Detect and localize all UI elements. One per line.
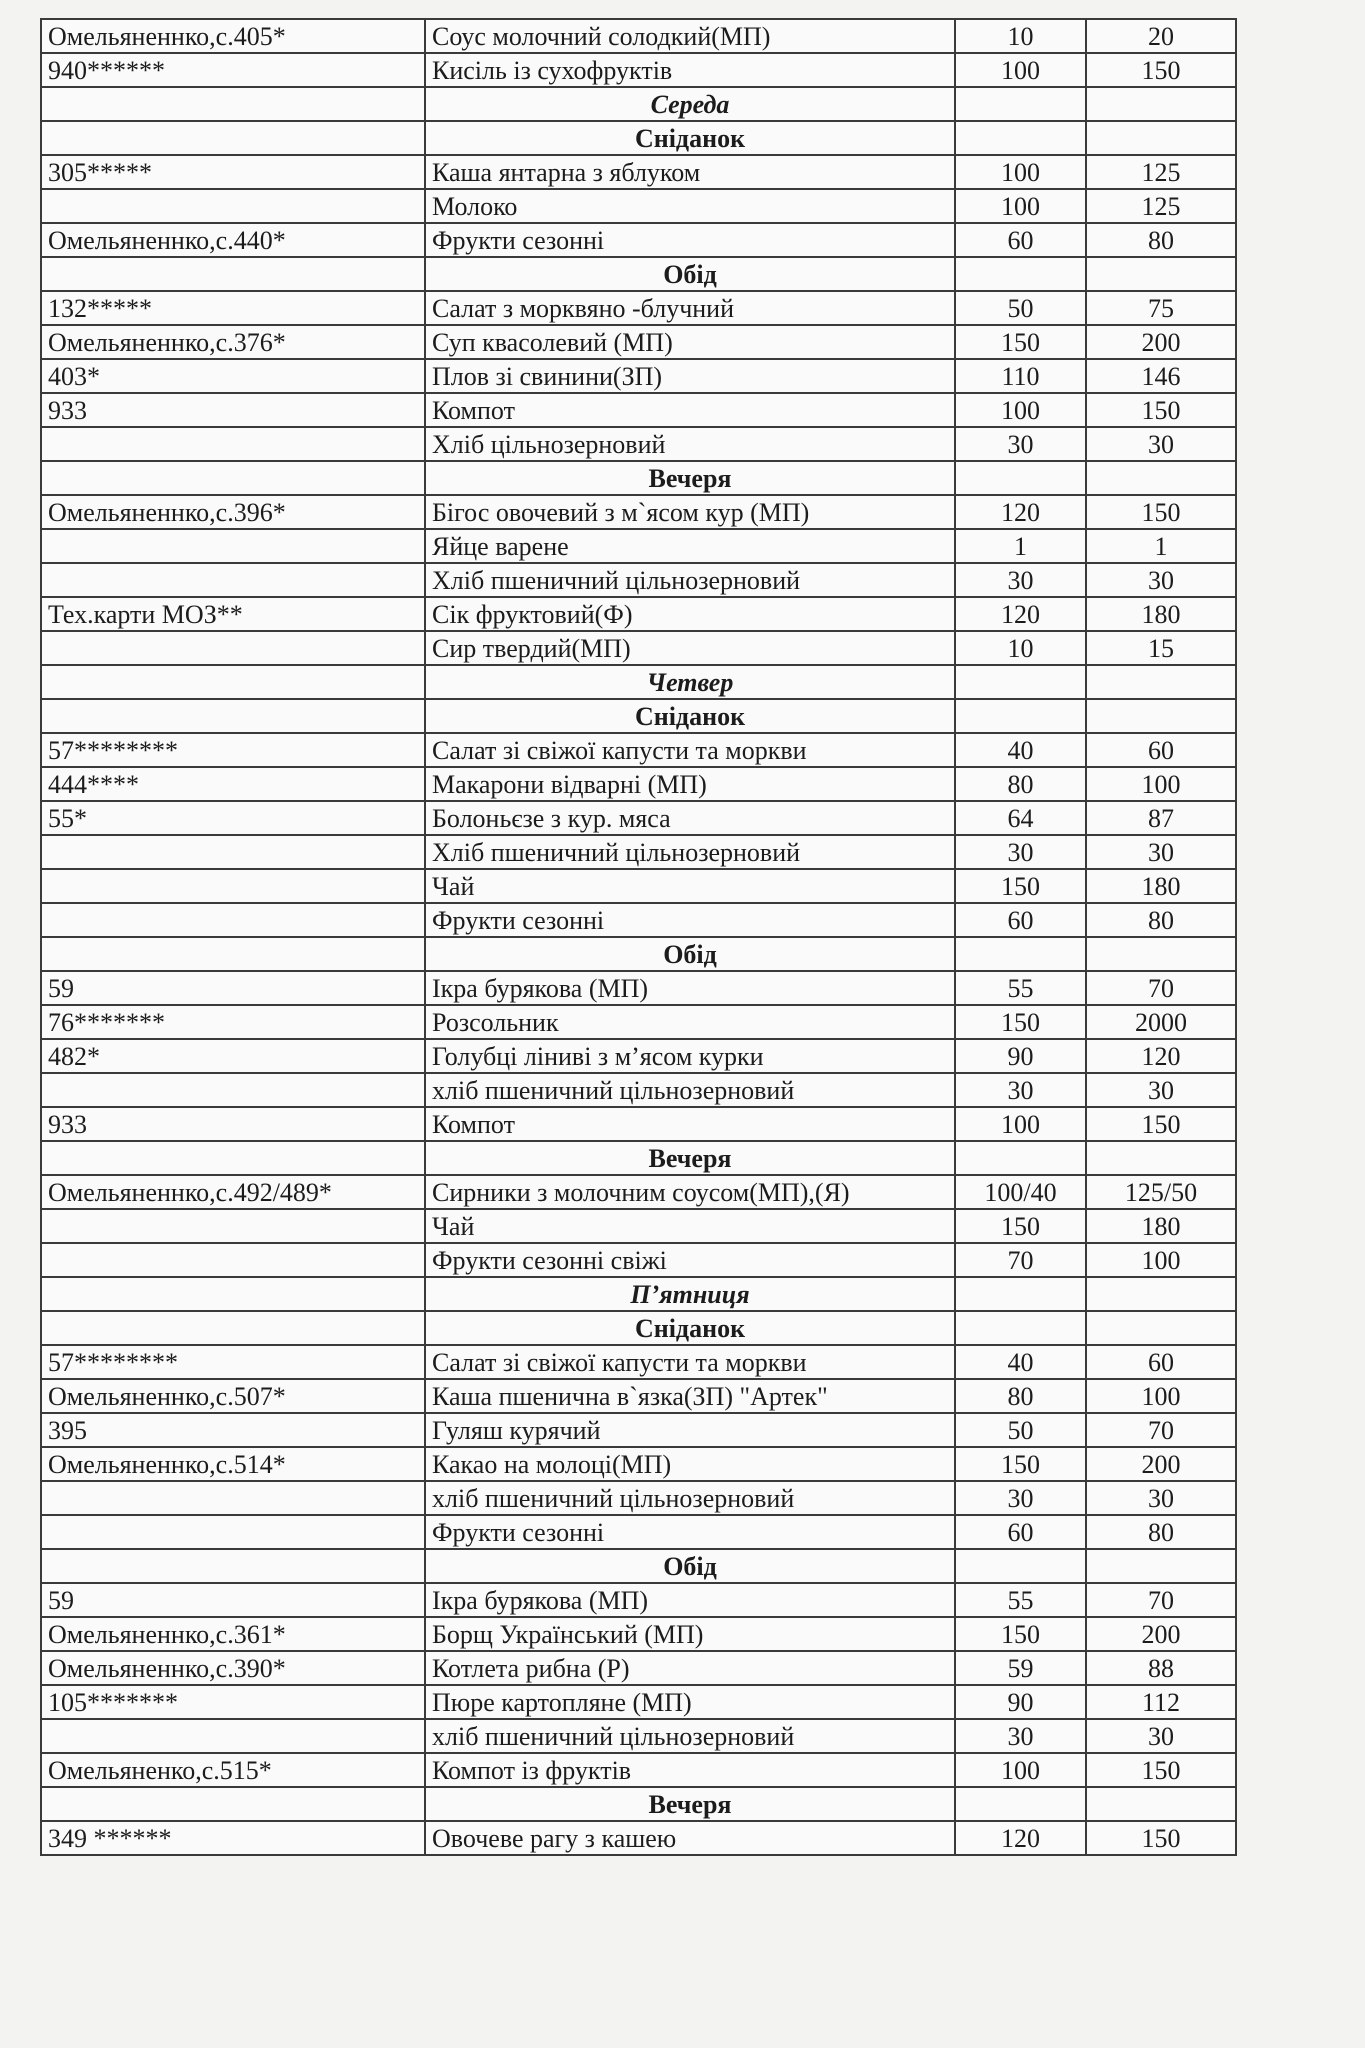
table-row (41, 1379, 1236, 1413)
portion-large-cell: 20 (1086, 19, 1236, 53)
dish-name-cell: Какао на молоці(МП) (425, 1447, 955, 1481)
table-row (41, 1073, 1236, 1107)
empty-cell (955, 1277, 1086, 1311)
portion-small-cell: 30 (955, 1481, 1086, 1515)
dish-name-cell: Кисіль із сухофруктів (425, 53, 955, 87)
portion-large-cell: 15 (1086, 631, 1236, 665)
recipe-ref-cell: 305***** (41, 155, 425, 189)
portion-large-cell: 150 (1086, 53, 1236, 87)
portion-small-cell: 150 (955, 1209, 1086, 1243)
dish-name-cell: Котлета рибна (Р) (425, 1651, 955, 1685)
day-header-row (41, 1277, 1236, 1311)
recipe-ref-cell (41, 529, 425, 563)
recipe-ref-cell: Омельяненнко,с.507* (41, 1379, 425, 1413)
table-row (41, 1651, 1236, 1685)
empty-cell (955, 87, 1086, 121)
empty-cell (1086, 1549, 1236, 1583)
empty-cell (1086, 121, 1236, 155)
portion-small-cell: 59 (955, 1651, 1086, 1685)
table-row (41, 359, 1236, 393)
table-row (41, 19, 1236, 53)
recipe-ref-cell: Омельяненнко,с.361* (41, 1617, 425, 1651)
portion-small-cell: 10 (955, 19, 1086, 53)
empty-cell (955, 1311, 1086, 1345)
meal-header-row (41, 1311, 1236, 1345)
portion-small-cell: 64 (955, 801, 1086, 835)
table-row (41, 733, 1236, 767)
meal-title: Сніданок (425, 121, 955, 155)
empty-cell (41, 1549, 425, 1583)
recipe-ref-cell: 59 (41, 1583, 425, 1617)
portion-small-cell: 1 (955, 529, 1086, 563)
table-row (41, 1107, 1236, 1141)
day-title: Середа (425, 87, 955, 121)
table-row (41, 1039, 1236, 1073)
recipe-ref-cell: Омельяненнко,с.390* (41, 1651, 425, 1685)
recipe-ref-cell (41, 1719, 425, 1753)
dish-name-cell: Овочеве рагу з кашею (425, 1821, 955, 1855)
table-row (41, 53, 1236, 87)
dish-name-cell: Гуляш курячий (425, 1413, 955, 1447)
empty-cell (41, 1311, 425, 1345)
dish-name-cell: Компот із фруктів (425, 1753, 955, 1787)
empty-cell (955, 257, 1086, 291)
empty-cell (41, 461, 425, 495)
portion-large-cell: 150 (1086, 1107, 1236, 1141)
portion-large-cell: 30 (1086, 1073, 1236, 1107)
recipe-ref-cell: 395 (41, 1413, 425, 1447)
table-row (41, 1685, 1236, 1719)
portion-small-cell: 40 (955, 733, 1086, 767)
portion-small-cell: 100/40 (955, 1175, 1086, 1209)
portion-large-cell: 60 (1086, 1345, 1236, 1379)
portion-large-cell: 150 (1086, 1753, 1236, 1787)
empty-cell (41, 257, 425, 291)
dish-name-cell: Фрукти сезонні свіжі (425, 1243, 955, 1277)
table-row (41, 529, 1236, 563)
portion-large-cell: 75 (1086, 291, 1236, 325)
recipe-ref-cell (41, 1243, 425, 1277)
dish-name-cell: Фрукти сезонні (425, 223, 955, 257)
dish-name-cell: Чай (425, 1209, 955, 1243)
empty-cell (41, 1277, 425, 1311)
recipe-ref-cell: 482* (41, 1039, 425, 1073)
dish-name-cell: Ікра бурякова (МП) (425, 1583, 955, 1617)
portion-large-cell: 87 (1086, 801, 1236, 835)
portion-small-cell: 150 (955, 1005, 1086, 1039)
table-row (41, 1821, 1236, 1855)
meal-title: Вечеря (425, 461, 955, 495)
portion-small-cell: 50 (955, 1413, 1086, 1447)
table-row (41, 325, 1236, 359)
empty-cell (41, 1787, 425, 1821)
portion-large-cell: 120 (1086, 1039, 1236, 1073)
empty-cell (955, 121, 1086, 155)
portion-large-cell: 125/50 (1086, 1175, 1236, 1209)
portion-large-cell: 150 (1086, 393, 1236, 427)
menu-table (40, 18, 1237, 1856)
recipe-ref-cell: Омельяненнко,с.492/489* (41, 1175, 425, 1209)
dish-name-cell: Фрукти сезонні (425, 903, 955, 937)
dish-name-cell: Пюре картопляне (МП) (425, 1685, 955, 1719)
table-row (41, 495, 1236, 529)
portion-small-cell: 150 (955, 325, 1086, 359)
table-row (41, 1345, 1236, 1379)
portion-large-cell: 125 (1086, 189, 1236, 223)
dish-name-cell: Бігос овочевий з м`ясом кур (МП) (425, 495, 955, 529)
table-row (41, 1753, 1236, 1787)
dish-name-cell: Компот (425, 1107, 955, 1141)
meal-title: Обід (425, 1549, 955, 1583)
recipe-ref-cell: 55* (41, 801, 425, 835)
portion-small-cell: 100 (955, 155, 1086, 189)
recipe-ref-cell: 349 ****** (41, 1821, 425, 1855)
table-row (41, 631, 1236, 665)
dish-name-cell: Фрукти сезонні (425, 1515, 955, 1549)
portion-small-cell: 55 (955, 971, 1086, 1005)
portion-small-cell: 150 (955, 1617, 1086, 1651)
portion-small-cell: 100 (955, 1107, 1086, 1141)
table-row (41, 801, 1236, 835)
meal-header-row (41, 1549, 1236, 1583)
empty-cell (955, 937, 1086, 971)
portion-large-cell: 112 (1086, 1685, 1236, 1719)
empty-cell (1086, 1141, 1236, 1175)
portion-small-cell: 120 (955, 1821, 1086, 1855)
portion-small-cell: 30 (955, 835, 1086, 869)
portion-small-cell: 150 (955, 1447, 1086, 1481)
portion-small-cell: 30 (955, 1073, 1086, 1107)
empty-cell (1086, 87, 1236, 121)
recipe-ref-cell: Омельяненнко,с.514* (41, 1447, 425, 1481)
dish-name-cell: Каша янтарна з яблуком (425, 155, 955, 189)
portion-large-cell: 180 (1086, 597, 1236, 631)
dish-name-cell: Сир твердий(МП) (425, 631, 955, 665)
dish-name-cell: Розсольник (425, 1005, 955, 1039)
recipe-ref-cell: Омельяненнко,с.440* (41, 223, 425, 257)
table-row (41, 1515, 1236, 1549)
portion-small-cell: 40 (955, 1345, 1086, 1379)
portion-small-cell: 55 (955, 1583, 1086, 1617)
empty-cell (955, 1141, 1086, 1175)
table-row (41, 1413, 1236, 1447)
dish-name-cell: Молоко (425, 189, 955, 223)
dish-name-cell: Голубці ліниві з м’ясом курки (425, 1039, 955, 1073)
table-row (41, 1175, 1236, 1209)
portion-large-cell: 70 (1086, 971, 1236, 1005)
portion-small-cell: 50 (955, 291, 1086, 325)
recipe-ref-cell (41, 427, 425, 461)
table-row (41, 1447, 1236, 1481)
portion-large-cell: 150 (1086, 1821, 1236, 1855)
empty-cell (41, 121, 425, 155)
dish-name-cell: хліб пшеничний цільнозерновий (425, 1719, 955, 1753)
portion-small-cell: 80 (955, 767, 1086, 801)
recipe-ref-cell: Омельяненнко,с.376* (41, 325, 425, 359)
recipe-ref-cell: Омельяненнко,с.396* (41, 495, 425, 529)
dish-name-cell: Ікра бурякова (МП) (425, 971, 955, 1005)
table-row (41, 1209, 1236, 1243)
recipe-ref-cell: 105******* (41, 1685, 425, 1719)
recipe-ref-cell (41, 835, 425, 869)
portion-large-cell: 80 (1086, 223, 1236, 257)
meal-title: Сніданок (425, 699, 955, 733)
recipe-ref-cell: 76******* (41, 1005, 425, 1039)
dish-name-cell: Компот (425, 393, 955, 427)
empty-cell (41, 665, 425, 699)
meal-title: Обід (425, 937, 955, 971)
table-row (41, 291, 1236, 325)
dish-name-cell: Яйце варене (425, 529, 955, 563)
recipe-ref-cell: 59 (41, 971, 425, 1005)
recipe-ref-cell (41, 1515, 425, 1549)
empty-cell (41, 937, 425, 971)
table-row (41, 189, 1236, 223)
dish-name-cell: Сік фруктовий(Ф) (425, 597, 955, 631)
table-row (41, 427, 1236, 461)
empty-cell (41, 699, 425, 733)
day-title: П’ятниця (425, 1277, 955, 1311)
recipe-ref-cell: Омельяненко,с.515* (41, 1753, 425, 1787)
portion-small-cell: 100 (955, 53, 1086, 87)
portion-large-cell: 30 (1086, 1719, 1236, 1753)
portion-small-cell: 120 (955, 597, 1086, 631)
meal-header-row (41, 257, 1236, 291)
portion-small-cell: 30 (955, 563, 1086, 597)
empty-cell (955, 665, 1086, 699)
dish-name-cell: Салат зі свіжої капусти та моркви (425, 733, 955, 767)
portion-large-cell: 180 (1086, 1209, 1236, 1243)
portion-small-cell: 10 (955, 631, 1086, 665)
table-row (41, 835, 1236, 869)
portion-small-cell: 120 (955, 495, 1086, 529)
portion-large-cell: 200 (1086, 1617, 1236, 1651)
portion-large-cell: 30 (1086, 1481, 1236, 1515)
recipe-ref-cell: Омельяненнко,с.405* (41, 19, 425, 53)
dish-name-cell: хліб пшеничний цільнозерновий (425, 1073, 955, 1107)
recipe-ref-cell: 57******** (41, 1345, 425, 1379)
recipe-ref-cell: Тех.карти МОЗ** (41, 597, 425, 631)
meal-title: Вечеря (425, 1141, 955, 1175)
portion-small-cell: 80 (955, 1379, 1086, 1413)
meal-title: Обід (425, 257, 955, 291)
portion-small-cell: 30 (955, 1719, 1086, 1753)
portion-small-cell: 150 (955, 869, 1086, 903)
portion-large-cell: 125 (1086, 155, 1236, 189)
meal-header-row (41, 699, 1236, 733)
recipe-ref-cell (41, 1481, 425, 1515)
dish-name-cell: Хліб цільнозерновий (425, 427, 955, 461)
dish-name-cell: Хліб пшеничний цільнозерновий (425, 563, 955, 597)
portion-large-cell: 146 (1086, 359, 1236, 393)
meal-header-row (41, 1787, 1236, 1821)
recipe-ref-cell: 403* (41, 359, 425, 393)
recipe-ref-cell: 933 (41, 1107, 425, 1141)
table-row (41, 1481, 1236, 1515)
table-row (41, 1243, 1236, 1277)
portion-large-cell: 100 (1086, 767, 1236, 801)
table-row (41, 155, 1236, 189)
empty-cell (1086, 665, 1236, 699)
recipe-ref-cell (41, 563, 425, 597)
table-row (41, 767, 1236, 801)
portion-large-cell: 30 (1086, 427, 1236, 461)
dish-name-cell: Сирники з молочним соусом(МП),(Я) (425, 1175, 955, 1209)
dish-name-cell: Суп квасолевий (МП) (425, 325, 955, 359)
table-row (41, 1005, 1236, 1039)
empty-cell (41, 1141, 425, 1175)
dish-name-cell: Плов зі свинини(ЗП) (425, 359, 955, 393)
portion-small-cell: 70 (955, 1243, 1086, 1277)
table-row (41, 1617, 1236, 1651)
recipe-ref-cell (41, 903, 425, 937)
empty-cell (1086, 257, 1236, 291)
menu-sheet (40, 18, 1235, 1856)
portion-large-cell: 70 (1086, 1583, 1236, 1617)
portion-large-cell: 88 (1086, 1651, 1236, 1685)
recipe-ref-cell (41, 1209, 425, 1243)
meal-title: Вечеря (425, 1787, 955, 1821)
portion-large-cell: 180 (1086, 869, 1236, 903)
day-header-row (41, 665, 1236, 699)
empty-cell (1086, 937, 1236, 971)
day-title: Четвер (425, 665, 955, 699)
dish-name-cell: Соус молочний солодкий(МП) (425, 19, 955, 53)
recipe-ref-cell: 132***** (41, 291, 425, 325)
dish-name-cell: Салат з морквяно -блучний (425, 291, 955, 325)
table-row (41, 597, 1236, 631)
empty-cell (41, 87, 425, 121)
empty-cell (1086, 699, 1236, 733)
dish-name-cell: Макарони відварні (МП) (425, 767, 955, 801)
menu-table-body (41, 19, 1236, 1855)
empty-cell (955, 1549, 1086, 1583)
portion-small-cell: 60 (955, 223, 1086, 257)
portion-small-cell: 60 (955, 903, 1086, 937)
recipe-ref-cell: 57******** (41, 733, 425, 767)
portion-large-cell: 30 (1086, 835, 1236, 869)
portion-small-cell: 100 (955, 189, 1086, 223)
table-row (41, 393, 1236, 427)
table-row (41, 563, 1236, 597)
table-row (41, 223, 1236, 257)
portion-small-cell: 110 (955, 359, 1086, 393)
dish-name-cell: Хліб пшеничний цільнозерновий (425, 835, 955, 869)
table-row (41, 971, 1236, 1005)
dish-name-cell: Каша пшенична в`язка(ЗП) "Артек" (425, 1379, 955, 1413)
portion-small-cell: 60 (955, 1515, 1086, 1549)
meal-header-row (41, 461, 1236, 495)
dish-name-cell: Салат зі свіжої капусти та моркви (425, 1345, 955, 1379)
meal-header-row (41, 121, 1236, 155)
portion-large-cell: 150 (1086, 495, 1236, 529)
portion-large-cell: 200 (1086, 325, 1236, 359)
recipe-ref-cell: 444**** (41, 767, 425, 801)
meal-header-row (41, 1141, 1236, 1175)
portion-large-cell: 100 (1086, 1379, 1236, 1413)
recipe-ref-cell (41, 631, 425, 665)
portion-large-cell: 100 (1086, 1243, 1236, 1277)
recipe-ref-cell (41, 1073, 425, 1107)
portion-small-cell: 100 (955, 1753, 1086, 1787)
dish-name-cell: хліб пшеничний цільнозерновий (425, 1481, 955, 1515)
portion-large-cell: 70 (1086, 1413, 1236, 1447)
recipe-ref-cell: 933 (41, 393, 425, 427)
empty-cell (1086, 1277, 1236, 1311)
table-row (41, 1583, 1236, 1617)
portion-small-cell: 90 (955, 1039, 1086, 1073)
portion-large-cell: 80 (1086, 903, 1236, 937)
empty-cell (955, 461, 1086, 495)
empty-cell (955, 699, 1086, 733)
dish-name-cell: Болоньєзе з кур. мяса (425, 801, 955, 835)
recipe-ref-cell (41, 869, 425, 903)
portion-large-cell: 30 (1086, 563, 1236, 597)
portion-small-cell: 30 (955, 427, 1086, 461)
table-row (41, 1719, 1236, 1753)
portion-small-cell: 100 (955, 393, 1086, 427)
meal-title: Сніданок (425, 1311, 955, 1345)
empty-cell (1086, 1787, 1236, 1821)
empty-cell (955, 1787, 1086, 1821)
table-row (41, 903, 1236, 937)
recipe-ref-cell: 940****** (41, 53, 425, 87)
meal-header-row (41, 937, 1236, 971)
portion-large-cell: 60 (1086, 733, 1236, 767)
empty-cell (1086, 461, 1236, 495)
portion-large-cell: 200 (1086, 1447, 1236, 1481)
recipe-ref-cell (41, 189, 425, 223)
portion-large-cell: 80 (1086, 1515, 1236, 1549)
portion-small-cell: 90 (955, 1685, 1086, 1719)
dish-name-cell: Чай (425, 869, 955, 903)
empty-cell (1086, 1311, 1236, 1345)
portion-large-cell: 2000 (1086, 1005, 1236, 1039)
portion-large-cell: 1 (1086, 529, 1236, 563)
dish-name-cell: Борщ Український (МП) (425, 1617, 955, 1651)
table-row (41, 869, 1236, 903)
day-header-row (41, 87, 1236, 121)
